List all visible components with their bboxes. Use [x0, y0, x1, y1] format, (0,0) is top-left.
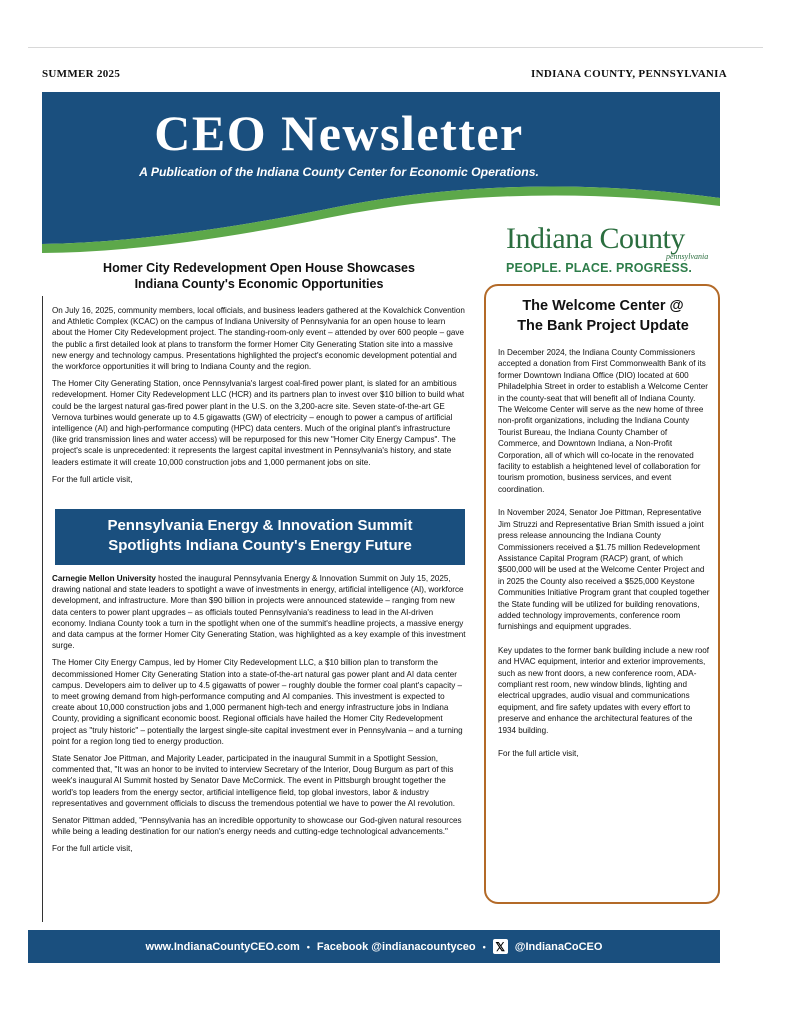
- edition-label: SUMMER 2025: [42, 68, 121, 80]
- story1-paragraph: On July 16, 2025, community members, local officials, and business leaders gathered at the Kovalchick Convention and Athletic Complex (KCAC) on the campus of Indiana University of Pennsylvania for an open house to learn about the Homer City Redevelopment project. The standing-room-only event – attended by over 600 people – gave the public a first detailed look at plans to transform the former Homer City Generating Station site into a massive new energy and technology campus. Presentations highlighted the project's economic development potential and the workforce opportunities it will bring to Indiana County and the region.: [52, 306, 465, 372]
- logo-tagline: PEOPLE. PLACE. PROGRESS.: [506, 261, 693, 275]
- website-link[interactable]: www.IndianaCountyCEO.com: [145, 940, 300, 953]
- story1-more-link[interactable]: For the full article visit,: [52, 474, 133, 484]
- x-logo-icon: 𝕏: [493, 939, 508, 954]
- facebook-link[interactable]: Facebook @indianacountyceo: [316, 940, 476, 953]
- story2-paragraph: [52, 573, 467, 651]
- story2-body: [52, 573, 467, 861]
- story1-headline: [46, 260, 472, 292]
- footer-bar: [28, 930, 720, 963]
- logo-state: pennsylvania: [666, 252, 709, 261]
- story2-p1-text: hosted the inaugural Pennsylvania Energy & Innovation Summit on July 15, 2025, drawing national and state leaders to spotlight a wave of investments in energy, artificial intelligence (AI), workforce development, and infrastructure. More than $90 billion in projects were announced statewide – ranging from new data centers to power plant upgrades – as officials touted Pennsylvania's readiness to lead in the AI-driven economy. Indiana County took a turn in the spotlight when one of the summit's headline projects, a massive energy and data campus at the former Homer City Generating Station, was highlighted as a key example of this investment surge.: [52, 574, 466, 651]
- story1-body: [52, 305, 467, 491]
- story2-headline-banner: [55, 509, 465, 565]
- story2-paragraph: The Homer City Energy Campus, led by Homer City Redevelopment LLC, a $10 billion plan to transform the decommissioned Homer City Generating Station into a state-of-the-art natural gas power plant and AI data center campus. Developers aim to deliver up to 4.5 gigawatts of power – roughly double the former coal plant's capacity – to meet growing demand from high-performance computing and AI companies. This investment is expected to create about 10,000 construction jobs and 1,000 permanent high-tech and energy infrastructure jobs in Indiana County, providing a significant economic boost. Regional officials have hailed the Homer City Redevelopment project as "truly historic" – potentially the largest single-site capital investment ever in Pennsylvania – and a turning point for a region long tied to energy production.: [52, 658, 463, 746]
- sidebar-paragraph: Key updates to the former bank building include a new roof and HVAC equipment, interior and exterior improvements, such as new front doors, a new conference room, ADA-compliant rest room, new window blinds, lighting and electrical upgrades, audio visual and communications equipment, and fire safety updates with every effort to preserve and enhance the architectural features of the 1934 building.: [498, 645, 710, 735]
- column-divider: [42, 296, 43, 922]
- story2-headline-line2: Spotlights Indiana County's Energy Future: [108, 537, 412, 554]
- masthead-title: CEO Newsletter: [154, 105, 524, 161]
- x-handle-link[interactable]: @IndianaCoCEO: [514, 940, 603, 953]
- story1-headline-line2: Indiana County's Economic Opportunities: [134, 277, 384, 291]
- story2-more-link[interactable]: For the full article visit,: [52, 844, 133, 854]
- sidebar-paragraph: In November 2024, Senator Joe Pittman, Representative Jim Struzzi and Representative Brian Smith issued a joint press release announcing the Indiana County Commissioners received a $1.75 million Redevelopment Assistance Capital Program (RACP) grant, of which $500,000 will be used at the Welcome Center Project and in 2025 the County also received a $525,000 Keystone Communities Initiative Program grant that coupled together the State funding will be utilized for building renovations, added technology improvements, conference room furnishings and equipment upgrades.: [498, 508, 710, 632]
- sidebar-paragraph: In December 2024, the Indiana County Commissioners accepted a donation from First Commonwealth Bank of its former Downtown Indiana Office (DIO) located at 600 Philadelphia Street in order to establish a Welcome Center in the county-seat that will benefit all of Indiana County. The Welcome Center will serve as the new home of three non-profit organizations, including the Indiana County Tourist Bureau, the Indiana County Chamber of Commerce, and Downtown Indiana, a Non-Profit Corporation, all of which will co-locate in the renovated facility to establish a heightened level of collaboration for tourism promotion, business services, and event coordination.: [498, 348, 708, 494]
- indiana-county-logo: [498, 222, 728, 275]
- logo-name: Indiana County: [506, 222, 685, 255]
- separator-dot: •: [482, 941, 486, 952]
- separator-dot: •: [306, 941, 310, 952]
- sidebar-body: [498, 347, 710, 771]
- sidebar-more-link[interactable]: For the full article visit,: [498, 749, 579, 758]
- story2-lead: Carnegie Mellon University: [52, 574, 156, 583]
- story2-paragraph: Senator Pittman added, "Pennsylvania has an incredible opportunity to showcase our God-given natural resources while being a leading destination for our nation's energy needs and cutting-edge technological advancements.": [52, 816, 462, 837]
- story1-headline-line1: Homer City Redevelopment Open House Showcases: [103, 261, 415, 275]
- masthead-subtitle: A Publication of the Indiana County Center for Economic Operations.: [139, 165, 539, 179]
- story1-paragraph: The Homer City Generating Station, once Pennsylvania's largest coal-fired power plant, is slated for an ambitious redevelopment. Homer City Redevelopment LLC (HCR) and its partners plan to invest over $10 billion to build what could be the largest natural gas-fired power plant in the U.S. on the 3,200-acre site. Seven state-of-the-art GE Vernova turbines would generate up to 4.5 gigawatts (GW) of electricity – enough to power a campus of artificial intelligence (AI) and high-performance computing (HPC) data centers. Much of the original plant's infrastructure (like grid transmission lines and water access) will be repurposed for this new "Homer City Energy Campus". The project's scale is unprecedented: it represents the largest capital investment in Pennsylvania's history, and state leaders estimate it will create 10,000 construction jobs and 1,000 permanent jobs on site.: [52, 379, 465, 467]
- story2-paragraph: State Senator Joe Pittman, and Majority Leader, participated in the inaugural Summit in a Spotlight Session, commented that, "It was an honor to be invited to interview Secretary of the Interior, Doug Burgum as part of this week's inaugural AI Summit hosted by Senator Dave McCormick. The event in Pittsburgh brought together the world's top leaders from the energy sector, artificial intelligence field, top global investors, labor & industry representatives and government officials to discuss the tremendous potential we have to power the AI revolution.: [52, 754, 455, 808]
- top-rule: [28, 47, 763, 48]
- sidebar-title-line1: The Welcome Center @: [522, 298, 684, 314]
- sidebar-title: [487, 296, 719, 336]
- sidebar-title-line2: The Bank Project Update: [517, 318, 689, 334]
- region-label: INDIANA COUNTY, PENNSYLVANIA: [531, 68, 727, 80]
- story2-headline-line1: Pennsylvania Energy & Innovation Summit: [107, 517, 413, 534]
